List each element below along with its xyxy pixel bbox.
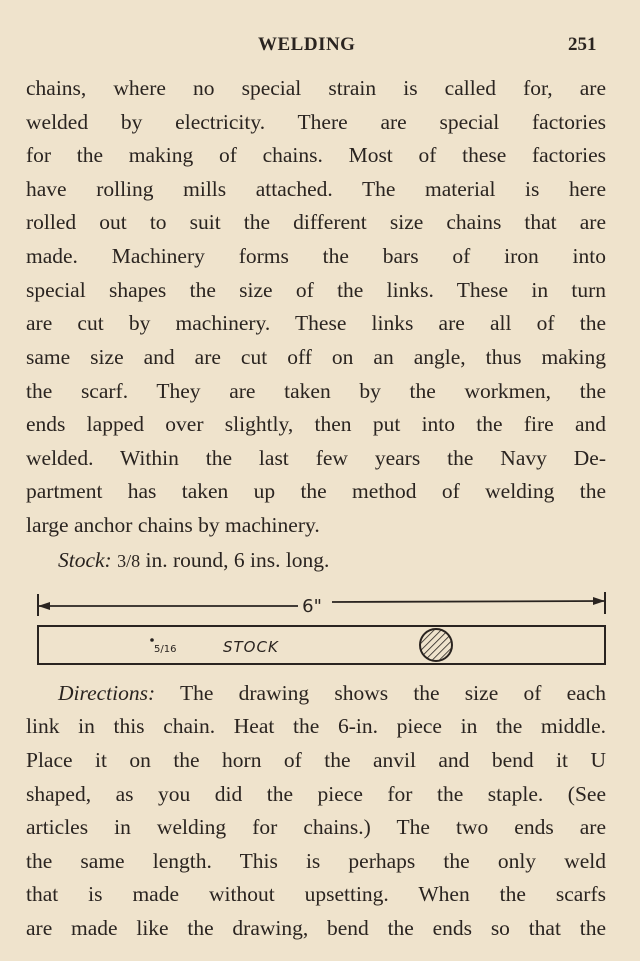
directions-line: Place it on the horn of the anvil and bend it U [26, 748, 606, 772]
body-line: made. Machinery forms the bars of iron into [26, 244, 606, 268]
directions-line: that is made without upsetting. When the scarfs [26, 882, 606, 906]
directions-first-line [26, 679, 606, 707]
directions-line: link in this chain. Heat the 6-in. piece in the middle. [26, 714, 606, 738]
body-line: the scarf. They are taken by the workmen, the [26, 379, 606, 403]
body-line: are cut by machinery. These links are all of the [26, 311, 606, 335]
stock-bar [38, 626, 605, 664]
body-line: partment has taken up the method of welding the [26, 479, 606, 503]
stock-label: Stock: [58, 548, 112, 572]
stock-spec [58, 546, 329, 575]
body-line: special shapes the size of the links. These in turn [26, 278, 606, 302]
directions-label: Directions: [58, 681, 156, 705]
stock-drawing-label: STOCK [223, 638, 279, 656]
stock-text: in. round, 6 ins. long. [140, 548, 330, 572]
body-line: welded by electricity. There are special factories [26, 110, 606, 134]
directions-line: articles in welding for chains.) The two ends are [26, 815, 606, 839]
body-line: same size and are cut off on an angle, thus making [26, 345, 606, 369]
running-head [0, 34, 640, 60]
dimension-arrow-left [38, 602, 50, 610]
body-line: have rolling mills attached. The material is here [26, 177, 606, 201]
directions-line: are made like the drawing, bend the ends so that the [26, 916, 606, 940]
body-line: large anchor chains by machinery. [26, 513, 320, 537]
stock-drawing [30, 588, 614, 672]
cross-section-circle [420, 629, 452, 661]
dimension-arrow-right [593, 597, 605, 605]
body-line: chains, where no special strain is called for, are [26, 76, 606, 100]
page-number: 251 [568, 34, 597, 55]
dimension-label: 6" [302, 596, 322, 617]
dimension-line-right [332, 601, 605, 602]
body-line: ends lapped over slightly, then put into the fire and [26, 412, 606, 436]
directions-first-text: The drawing shows the size of each [179, 681, 606, 705]
body-line: for the making of chains. Most of these factories [26, 143, 606, 167]
body-line: welded. Within the last few years the Navy De- [26, 446, 606, 470]
stock-fraction: 3/8 [117, 551, 141, 571]
dot-label: 5/16 [154, 644, 177, 655]
chapter-title: WELDING [258, 34, 356, 55]
dot-marker [150, 638, 154, 642]
body-line: rolled out to suit the different size chains that are [26, 210, 606, 234]
directions-line: shaped, as you did the piece for the staple. (See [26, 782, 606, 806]
directions-line: the same length. This is perhaps the only weld [26, 849, 606, 873]
